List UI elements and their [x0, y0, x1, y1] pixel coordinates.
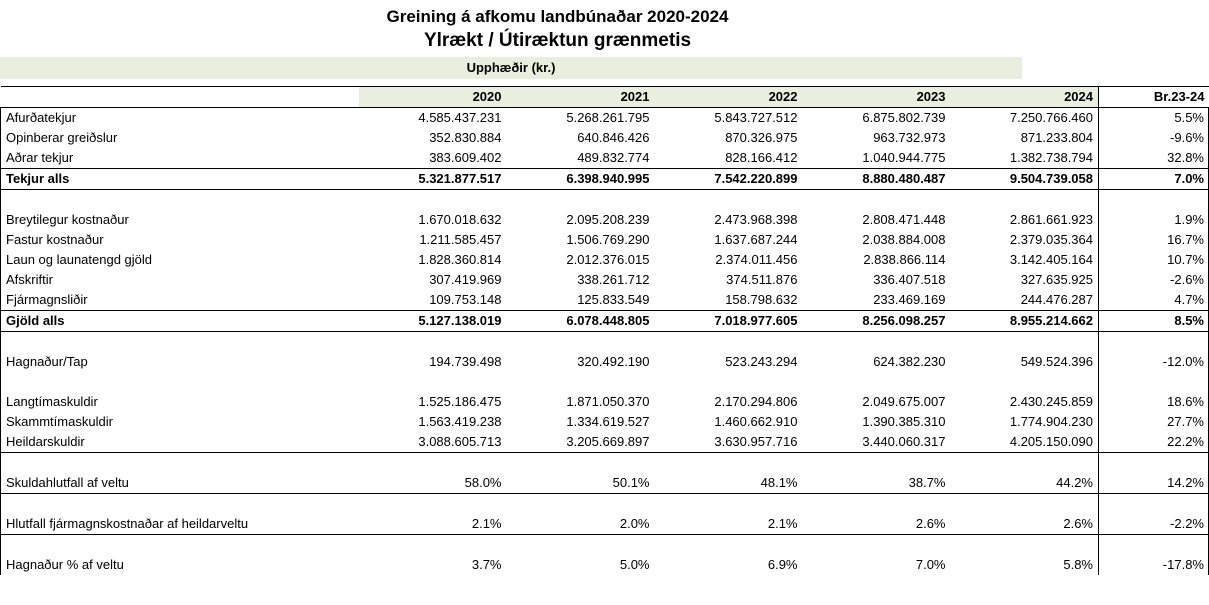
cell-2023 — [803, 190, 951, 211]
table-row — [1, 352, 1209, 372]
cell-2020 — [359, 372, 507, 392]
row-label: Heildarskuldir — [1, 432, 359, 453]
cell-2022 — [655, 453, 803, 474]
cell-2024 — [951, 190, 1099, 211]
cell-2021 — [507, 535, 655, 556]
row-label: Gjöld alls — [1, 311, 359, 332]
cell-2020: 3.7% — [471, 557, 502, 572]
cell-2023: 2.6% — [803, 514, 951, 535]
cell-2023 — [803, 372, 951, 392]
cell-2022 — [655, 332, 803, 353]
cell-2023: 963.732.973 — [873, 130, 946, 145]
row-label — [1, 332, 359, 353]
row-label: Skuldahlutfall af veltu — [1, 473, 359, 494]
cell-2022 — [655, 494, 803, 515]
cell-change — [1099, 453, 1209, 474]
cell-2022: 2.374.011.456 — [715, 252, 798, 267]
row-label: Breytilegur kostnaður — [1, 210, 359, 230]
cell-2021: 1.871.050.370 — [566, 394, 650, 409]
cell-2023: 2.049.675.007 — [862, 394, 946, 409]
row-label: Fastur kostnaður — [1, 230, 359, 250]
row-label: Hagnaður/Tap — [1, 352, 359, 372]
cell-2022: 1.637.687.244 — [714, 232, 798, 247]
table-row — [1, 290, 1209, 311]
cell-2020 — [359, 494, 507, 515]
cell-change: 7.0% — [1099, 169, 1209, 190]
table-row — [1, 190, 1209, 211]
cell-2023 — [803, 453, 951, 474]
cell-2022: 2.473.968.398 — [714, 212, 798, 227]
cell-change: -2.2% — [1099, 514, 1209, 535]
cell-2024 — [951, 494, 1099, 515]
cell-2023: 1.040.944.775 — [862, 150, 946, 165]
cell-change: 16.7% — [1099, 230, 1209, 250]
cell-2022: 48.1% — [655, 473, 803, 494]
row-label — [1, 372, 359, 392]
cell-2023 — [803, 332, 951, 353]
cell-2023: 336.407.518 — [873, 272, 946, 287]
cell-2021: 2.095.208.239 — [566, 212, 650, 227]
row-label: Aðrar tekjur — [1, 148, 359, 169]
row-label: Afskriftir — [1, 270, 359, 290]
cell-change: -2.6% — [1099, 270, 1209, 290]
cell-2021: 6.078.448.805 — [507, 311, 655, 332]
cell-2023: 38.7% — [803, 473, 951, 494]
cell-change — [1099, 535, 1209, 556]
table-header-row — [1, 87, 1209, 108]
table-row — [1, 128, 1209, 148]
cell-2024: 8.955.214.662 — [951, 311, 1099, 332]
cell-2024: 244.476.287 — [1020, 292, 1093, 307]
cell-change: -12.0% — [1099, 352, 1209, 372]
cell-2021 — [507, 332, 655, 353]
cell-2020: 58.0% — [359, 473, 507, 494]
cell-2023: 7.0% — [915, 557, 946, 572]
row-label: Skammtímaskuldir — [1, 412, 359, 432]
column-header-change: Br.23-24 — [1099, 87, 1209, 108]
cell-2023: 3.440.060.317 — [803, 432, 951, 453]
cell-2022 — [655, 190, 803, 211]
row-label: Opinberar greiðslur — [1, 128, 359, 148]
cell-change: 18.6% — [1099, 392, 1209, 412]
table-row — [1, 250, 1209, 270]
cell-2022 — [655, 535, 803, 556]
cell-2021: 1.334.619.527 — [566, 414, 650, 429]
report-header — [0, 0, 1115, 54]
page-title: Greining á afkomu landbúnaðar 2020-2024 — [386, 7, 729, 26]
cell-2024: 44.2% — [951, 473, 1099, 494]
column-header-2022: 2022 — [655, 87, 803, 108]
table-row — [1, 453, 1209, 474]
cell-2022: 3.630.957.716 — [655, 432, 803, 453]
cell-2021 — [507, 372, 655, 392]
column-header-2024: 2024 — [951, 87, 1099, 108]
cell-2024: 2.430.245.859 — [1009, 394, 1093, 409]
cell-2024: 2.6% — [951, 514, 1099, 535]
cell-2020: 109.753.148 — [429, 292, 502, 307]
cell-2022: 870.326.975 — [725, 130, 798, 145]
cell-2021: 50.1% — [507, 473, 655, 494]
table-row — [1, 412, 1209, 432]
cell-change — [1099, 332, 1209, 353]
row-label — [1, 494, 359, 515]
cell-2020: 383.609.402 — [429, 150, 502, 165]
cell-2024 — [951, 453, 1099, 474]
cell-2022: 7.542.220.899 — [655, 169, 803, 190]
cell-2021 — [507, 190, 655, 211]
table-row — [1, 473, 1209, 494]
cell-2023: 1.390.385.310 — [862, 414, 946, 429]
cell-2023: 233.469.169 — [873, 292, 946, 307]
cell-2024: 4.205.150.090 — [951, 432, 1099, 453]
cell-change — [1099, 190, 1209, 211]
table-row — [1, 432, 1209, 453]
cell-2022 — [655, 372, 803, 392]
cell-change: 5.5% — [1099, 108, 1209, 129]
cell-2020: 1.828.360.814 — [418, 252, 502, 267]
cell-2020: 3.088.605.713 — [359, 432, 507, 453]
cell-2021: 6.398.940.995 — [507, 169, 655, 190]
cell-2023: 8.880.480.487 — [803, 169, 951, 190]
row-label: Laun og launatengd gjöld — [1, 250, 359, 270]
cell-2020 — [359, 332, 507, 353]
table-row — [1, 230, 1209, 250]
cell-2024 — [951, 332, 1099, 353]
row-label: Fjármagnsliðir — [1, 290, 359, 311]
cell-2024 — [951, 372, 1099, 392]
cell-2023: 2.808.471.448 — [862, 212, 946, 227]
table-row — [1, 108, 1209, 129]
cell-2024: 1.774.904.230 — [1009, 414, 1093, 429]
cell-2021: 640.846.426 — [577, 130, 650, 145]
cell-2020: 5.321.877.517 — [359, 169, 507, 190]
cell-change: 32.8% — [1099, 148, 1209, 169]
column-header-2021: 2021 — [507, 87, 655, 108]
cell-change — [1099, 494, 1209, 515]
cell-2020: 1.525.186.475 — [418, 394, 502, 409]
cell-change: 22.2% — [1099, 432, 1209, 453]
cell-2024: 7.250.766.460 — [1009, 110, 1093, 125]
cell-change — [1099, 372, 1209, 392]
cell-change: 1.9% — [1099, 210, 1209, 230]
financial-table — [0, 86, 1209, 575]
row-label: Langtímaskuldir — [1, 392, 359, 412]
table-row — [1, 535, 1209, 556]
cell-2022: 158.798.632 — [725, 292, 798, 307]
cell-2022: 828.166.412 — [725, 150, 798, 165]
cell-2024: 1.382.738.794 — [1009, 150, 1093, 165]
cell-2022: 1.460.662.910 — [714, 414, 798, 429]
cell-2021: 320.492.190 — [577, 354, 650, 369]
cell-2024: 9.504.739.058 — [951, 169, 1099, 190]
row-label: Tekjur alls — [1, 169, 359, 190]
cell-2024: 2.379.035.364 — [1009, 232, 1093, 247]
cell-2023: 8.256.098.257 — [803, 311, 951, 332]
cell-2021 — [507, 453, 655, 474]
cell-2024 — [951, 535, 1099, 556]
cell-2023: 6.875.802.739 — [862, 110, 946, 125]
units-label: Upphæðir (kr.) — [0, 57, 1022, 79]
cell-2024: 2.861.661.923 — [1009, 212, 1093, 227]
table-body — [1, 108, 1209, 576]
cell-2022: 2.170.294.806 — [714, 394, 798, 409]
cell-2021: 489.832.774 — [577, 150, 650, 165]
cell-2020: 2.1% — [359, 514, 507, 535]
cell-2024: 871.233.804 — [1020, 130, 1093, 145]
table-row — [1, 372, 1209, 392]
cell-2022: 7.018.977.605 — [655, 311, 803, 332]
cell-2024: 5.8% — [1063, 557, 1093, 572]
row-label — [1, 453, 359, 474]
cell-2022: 2.1% — [655, 514, 803, 535]
cell-2020: 352.830.884 — [429, 130, 502, 145]
table-row — [1, 270, 1209, 290]
table-row — [1, 311, 1209, 332]
cell-change: 14.2% — [1099, 473, 1209, 494]
cell-2024: 327.635.925 — [1020, 272, 1093, 287]
cell-change: -17.8% — [1099, 555, 1209, 575]
table-row — [1, 392, 1209, 412]
cell-2022: 523.243.294 — [725, 354, 798, 369]
column-header-2020: 2020 — [359, 87, 507, 108]
cell-2023 — [803, 494, 951, 515]
row-label — [1, 535, 359, 556]
row-label: Hlutfall fjármagnskostnaðar af heildarveltu — [1, 514, 359, 535]
page-subtitle: Ylrækt / Útiræktun grænmetis — [423, 30, 692, 51]
cell-2020: 1.670.018.632 — [418, 212, 502, 227]
cell-change: -9.6% — [1099, 128, 1209, 148]
table-row — [1, 332, 1209, 353]
cell-2022: 5.843.727.512 — [714, 110, 798, 125]
cell-2020: 5.127.138.019 — [359, 311, 507, 332]
cell-2021: 1.506.769.290 — [566, 232, 650, 247]
cell-2020: 4.585.437.231 — [418, 110, 502, 125]
cell-2020: 1.563.419.238 — [418, 414, 502, 429]
cell-2024: 549.524.396 — [1020, 354, 1093, 369]
cell-2022: 6.9% — [767, 557, 798, 572]
cell-2020 — [359, 190, 507, 211]
column-header-2023: 2023 — [803, 87, 951, 108]
cell-2023 — [803, 535, 951, 556]
cell-2021 — [507, 494, 655, 515]
cell-2022: 374.511.876 — [726, 272, 798, 287]
table-row — [1, 494, 1209, 515]
cell-2020 — [359, 453, 507, 474]
table-row — [1, 210, 1209, 230]
cell-change: 4.7% — [1099, 290, 1209, 311]
row-label: Hagnaður % af veltu — [1, 555, 359, 575]
cell-change: 10.7% — [1099, 250, 1209, 270]
cell-2023: 2.838.866.114 — [863, 252, 946, 267]
table-row — [1, 555, 1209, 575]
cell-change: 27.7% — [1099, 412, 1209, 432]
cell-2023: 624.382.230 — [873, 354, 946, 369]
cell-2021: 2.0% — [507, 514, 655, 535]
cell-2021: 5.0% — [619, 557, 650, 572]
cell-2021: 5.268.261.795 — [566, 110, 650, 125]
cell-2020: 307.419.969 — [429, 272, 502, 287]
cell-2020: 1.211.585.457 — [419, 232, 502, 247]
table-row — [1, 148, 1209, 169]
cell-2021: 3.205.669.897 — [507, 432, 655, 453]
table-row — [1, 514, 1209, 535]
cell-change: 8.5% — [1099, 311, 1209, 332]
row-label — [1, 190, 359, 211]
table-row — [1, 169, 1209, 190]
cell-2020 — [359, 535, 507, 556]
cell-2023: 2.038.884.008 — [862, 232, 946, 247]
cell-2021: 2.012.376.015 — [566, 252, 650, 267]
cell-2024: 3.142.405.164 — [1009, 252, 1093, 267]
column-header-label — [1, 87, 359, 108]
cell-2021: 125.833.549 — [577, 292, 650, 307]
cell-2020: 194.739.498 — [429, 354, 502, 369]
cell-2021: 338.261.712 — [577, 272, 650, 287]
row-label: Afurðatekjur — [1, 108, 359, 129]
